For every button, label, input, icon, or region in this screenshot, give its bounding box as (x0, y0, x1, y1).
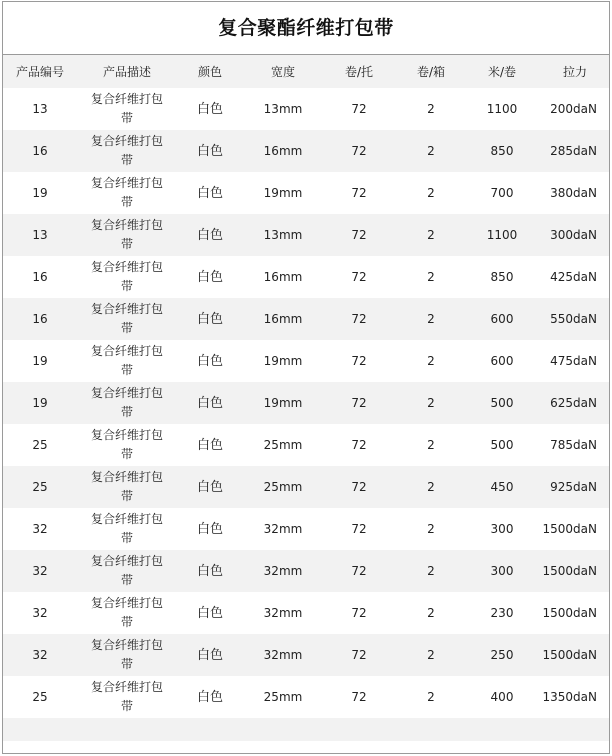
table-row (3, 550, 609, 592)
cell-per-box: 2 (395, 172, 467, 214)
cell-code: 16 (3, 256, 77, 298)
cell-width: 32mm (243, 592, 323, 634)
cell-width: 16mm (243, 130, 323, 172)
cell-code: 32 (3, 634, 77, 676)
cell-width: 16mm (243, 298, 323, 340)
cell-per-pallet: 72 (323, 676, 395, 718)
cell-color: 白色 (177, 214, 243, 256)
cell-meter-per-roll: 1100 (467, 214, 537, 256)
cell-width: 19mm (243, 172, 323, 214)
table-row (3, 676, 609, 718)
cell-desc-text: 复合纤维打包带 (90, 596, 163, 629)
cell-tensile: 925daN (537, 466, 609, 508)
table-row (3, 592, 609, 634)
cell-desc-text: 复合纤维打包带 (90, 92, 163, 125)
cell-per-pallet: 72 (323, 550, 395, 592)
cell-width: 25mm (243, 466, 323, 508)
header-per-pallet: 卷/托 (323, 55, 395, 88)
header-color: 颜色 (177, 55, 243, 88)
cell-per-pallet: 72 (323, 298, 395, 340)
cell-desc (77, 424, 177, 466)
table-row (3, 424, 609, 466)
cell-width: 19mm (243, 340, 323, 382)
cell-width: 32mm (243, 550, 323, 592)
cell-tensile: 1350daN (537, 676, 609, 718)
table-body (3, 88, 609, 718)
header-width: 宽度 (243, 55, 323, 88)
cell-code: 25 (3, 466, 77, 508)
table-row (3, 340, 609, 382)
table-row (3, 88, 609, 130)
cell-code: 19 (3, 382, 77, 424)
cell-per-box: 2 (395, 88, 467, 130)
cell-meter-per-roll: 850 (467, 256, 537, 298)
cell-meter-per-roll: 450 (467, 466, 537, 508)
cell-per-pallet: 72 (323, 634, 395, 676)
table-row (3, 508, 609, 550)
cell-code: 19 (3, 172, 77, 214)
cell-desc-text: 复合纤维打包带 (90, 344, 163, 377)
cell-desc (77, 550, 177, 592)
cell-color: 白色 (177, 466, 243, 508)
cell-tensile: 475daN (537, 340, 609, 382)
table-row (3, 214, 609, 256)
table-header (3, 55, 609, 88)
table-row (3, 256, 609, 298)
cell-desc (77, 256, 177, 298)
cell-desc-text: 复合纤维打包带 (90, 470, 163, 503)
cell-tensile: 1500daN (537, 508, 609, 550)
cell-meter-per-roll: 850 (467, 130, 537, 172)
cell-desc (77, 214, 177, 256)
table-row (3, 172, 609, 214)
cell-color: 白色 (177, 340, 243, 382)
cell-color: 白色 (177, 508, 243, 550)
cell-color: 白色 (177, 172, 243, 214)
cell-per-box: 2 (395, 592, 467, 634)
cell-width: 32mm (243, 508, 323, 550)
cell-desc-text: 复合纤维打包带 (90, 218, 163, 251)
page-title: 复合聚酯纤维打包带 (3, 2, 609, 55)
cell-meter-per-roll: 1100 (467, 88, 537, 130)
cell-meter-per-roll: 600 (467, 340, 537, 382)
cell-width: 16mm (243, 256, 323, 298)
cell-desc-text: 复合纤维打包带 (90, 638, 163, 671)
cell-meter-per-roll: 500 (467, 382, 537, 424)
cell-per-box: 2 (395, 550, 467, 592)
cell-desc (77, 130, 177, 172)
cell-tensile: 1500daN (537, 592, 609, 634)
cell-code: 25 (3, 676, 77, 718)
cell-tensile: 285daN (537, 130, 609, 172)
cell-per-pallet: 72 (323, 592, 395, 634)
cell-per-pallet: 72 (323, 340, 395, 382)
cell-color: 白色 (177, 256, 243, 298)
cell-color: 白色 (177, 298, 243, 340)
header-tensile: 拉力 (537, 55, 609, 88)
cell-meter-per-roll: 700 (467, 172, 537, 214)
table-row (3, 634, 609, 676)
cell-tensile: 300daN (537, 214, 609, 256)
cell-tensile: 380daN (537, 172, 609, 214)
cell-code: 32 (3, 508, 77, 550)
cell-color: 白色 (177, 88, 243, 130)
cell-color: 白色 (177, 550, 243, 592)
cell-desc-text: 复合纤维打包带 (90, 680, 163, 713)
cell-desc (77, 466, 177, 508)
cell-per-pallet: 72 (323, 466, 395, 508)
cell-code: 19 (3, 340, 77, 382)
cell-desc-text: 复合纤维打包带 (90, 260, 163, 293)
cell-code: 25 (3, 424, 77, 466)
header-per-box: 卷/箱 (395, 55, 467, 88)
cell-desc (77, 508, 177, 550)
cell-desc-text: 复合纤维打包带 (90, 428, 163, 461)
cell-per-box: 2 (395, 130, 467, 172)
cell-tensile: 625daN (537, 382, 609, 424)
cell-per-box: 2 (395, 508, 467, 550)
cell-desc (77, 172, 177, 214)
cell-width: 13mm (243, 88, 323, 130)
cell-color: 白色 (177, 382, 243, 424)
cell-meter-per-roll: 600 (467, 298, 537, 340)
table-row (3, 466, 609, 508)
cell-per-pallet: 72 (323, 130, 395, 172)
cell-meter-per-roll: 230 (467, 592, 537, 634)
cell-desc-text: 复合纤维打包带 (90, 134, 163, 167)
table-row (3, 298, 609, 340)
cell-per-box: 2 (395, 676, 467, 718)
cell-desc-text: 复合纤维打包带 (90, 176, 163, 209)
cell-per-pallet: 72 (323, 172, 395, 214)
cell-code: 13 (3, 214, 77, 256)
cell-width: 19mm (243, 382, 323, 424)
cell-code: 13 (3, 88, 77, 130)
cell-desc (77, 634, 177, 676)
cell-code: 16 (3, 298, 77, 340)
table-row (3, 130, 609, 172)
cell-tensile: 785daN (537, 424, 609, 466)
cell-tensile: 1500daN (537, 634, 609, 676)
cell-per-box: 2 (395, 214, 467, 256)
cell-meter-per-roll: 400 (467, 676, 537, 718)
cell-desc (77, 298, 177, 340)
cell-per-box: 2 (395, 634, 467, 676)
cell-per-pallet: 72 (323, 382, 395, 424)
cell-per-box: 2 (395, 382, 467, 424)
cell-desc (77, 88, 177, 130)
cell-width: 25mm (243, 676, 323, 718)
cell-desc-text: 复合纤维打包带 (90, 512, 163, 545)
cell-per-box: 2 (395, 424, 467, 466)
cell-meter-per-roll: 500 (467, 424, 537, 466)
cell-per-pallet: 72 (323, 424, 395, 466)
cell-meter-per-roll: 300 (467, 508, 537, 550)
cell-desc-text: 复合纤维打包带 (90, 302, 163, 335)
cell-desc (77, 676, 177, 718)
spec-table (3, 55, 609, 718)
cell-desc (77, 592, 177, 634)
cell-per-pallet: 72 (323, 88, 395, 130)
cell-width: 25mm (243, 424, 323, 466)
cell-meter-per-roll: 250 (467, 634, 537, 676)
spec-sheet (2, 1, 610, 754)
header-row (3, 55, 609, 88)
cell-color: 白色 (177, 130, 243, 172)
cell-code: 32 (3, 550, 77, 592)
cell-per-box: 2 (395, 466, 467, 508)
cell-per-box: 2 (395, 298, 467, 340)
table-row (3, 382, 609, 424)
header-code: 产品编号 (3, 55, 77, 88)
cell-desc-text: 复合纤维打包带 (90, 386, 163, 419)
cell-meter-per-roll: 300 (467, 550, 537, 592)
cell-per-pallet: 72 (323, 214, 395, 256)
header-desc: 产品描述 (77, 55, 177, 88)
cell-per-pallet: 72 (323, 256, 395, 298)
cell-per-pallet: 72 (323, 508, 395, 550)
cell-desc (77, 340, 177, 382)
cell-tensile: 425daN (537, 256, 609, 298)
table-footer-band (3, 718, 609, 741)
cell-code: 16 (3, 130, 77, 172)
cell-per-box: 2 (395, 256, 467, 298)
cell-width: 32mm (243, 634, 323, 676)
cell-tensile: 1500daN (537, 550, 609, 592)
cell-color: 白色 (177, 592, 243, 634)
cell-color: 白色 (177, 634, 243, 676)
cell-width: 13mm (243, 214, 323, 256)
cell-color: 白色 (177, 424, 243, 466)
cell-code: 32 (3, 592, 77, 634)
cell-desc-text: 复合纤维打包带 (90, 554, 163, 587)
header-meter-per-roll: 米/卷 (467, 55, 537, 88)
cell-color: 白色 (177, 676, 243, 718)
cell-desc (77, 382, 177, 424)
cell-tensile: 550daN (537, 298, 609, 340)
cell-tensile: 200daN (537, 88, 609, 130)
cell-per-box: 2 (395, 340, 467, 382)
